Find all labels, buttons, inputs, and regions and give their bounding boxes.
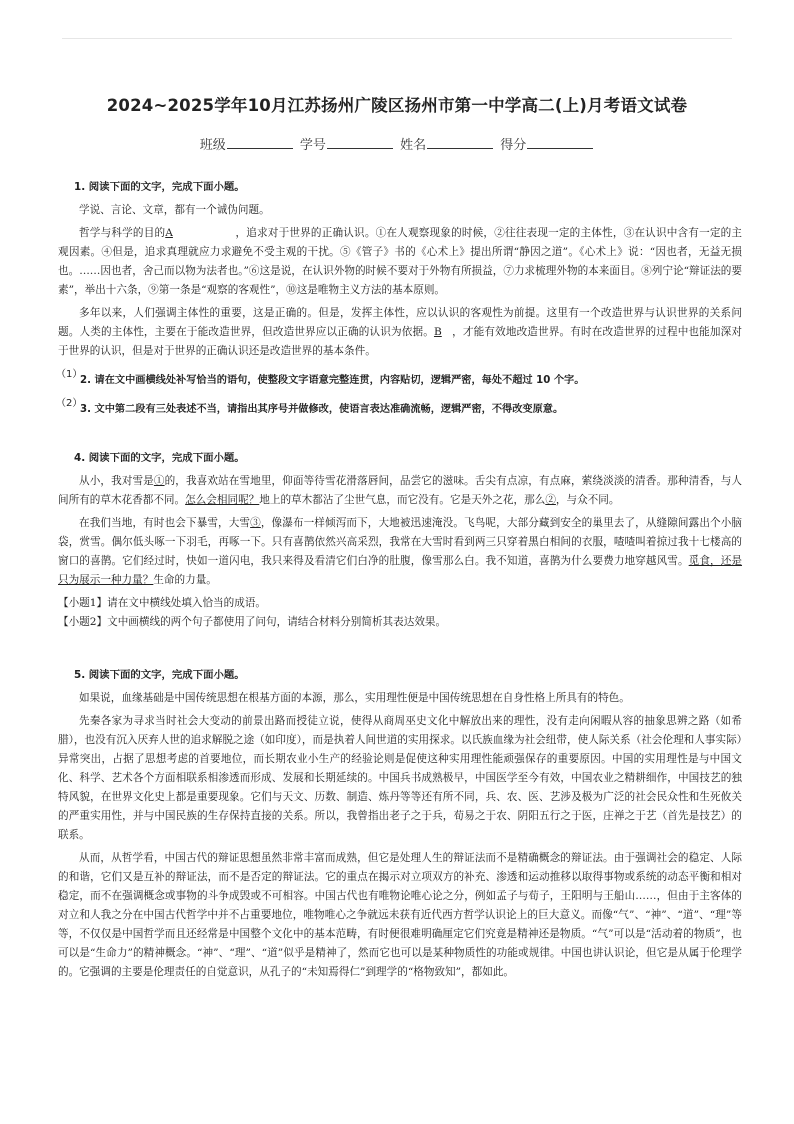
underlined-question-2: 觅食，还是只为展示一种力量？ [58,555,743,586]
question-4 [58,449,742,632]
question-4-paragraph-2 [58,514,742,590]
q4-p2-c: 生命的力量。 [153,574,217,586]
q4-p2-a: 在我们当地，有时也会下暴雪，大雪 [79,517,251,529]
q1-p3-start: 多年以来，人们强调主体性的重要，这是正确的。但是，发挥主体性，应以认识的客观性为前提。这里有一个改造世界与认识世界的关系问题。人类的主体性，主要在于能改造世界，但改造世界应以正确的认识为依据。 [58,307,742,338]
page-title: 2024~2025学年10月江苏扬州广陵区扬州市第一中学高二(上)月考语文试卷 [106,96,688,115]
student-id-field-label: 学号 [299,138,326,153]
sub-question-1-text: 2. 请在文中画横线处补写恰当的语句，使整段文字语意完整连贯，内容贴切，逻辑严密，每处不超过 10 个字。 [80,375,585,386]
q4-p1-d: ，与众不同。 [555,494,620,506]
question-1-paragraph-1: 学说、言论、文章，都有一个诚伪问题。 [79,204,270,216]
task-1: 【小题1】请在文中横线处填入恰当的成语。 [58,597,267,609]
question-1-paragraph-3 [58,304,742,361]
header-divider [62,38,732,39]
question-5-paragraph-2: 先秦各家为寻求当时社会大变动的前景出路而授徒立说，使得从商周巫史文化中解放出来的理性，没有走向闲暇从容的抽象思辨之路（如希腊），也没有沉入厌弃人世的追求解脱之途（如印度），而是执着人间世道的实用探求。以氏族血缘为社会纽带，使人际关系（社会伦理和人事实际）异常突出，占据了思想考虑的首要地位，而长期农业小生产的经验论则是促使这种实用理性能顽强保存的重要原因。中国的实用理性是与中国文化、科学、艺术各个方面相联系相渗透而形成、发展和长期延续的。中国兵书成熟极早，中国医学至今有效，中国农业之精耕细作，中国技艺的独特风貌，在世界文化史上都是重要现象。它们与天文、历数、制造、炼丹等等还有所不同，兵、农、医、艺涉及极为广泛的社会民众性和生死攸关的严重实用性，并与中国民族的生存保持直接的关系。所以，我曾指出老子之于兵，荀易之于农、阴阳五行之于医，庄禅之于艺（首先是技艺）的联系。 [58,715,742,841]
q4-p1-a: 从小，我对雪是 [79,475,154,487]
student-info-line [0,134,794,153]
q4-p1-b: 的，我喜欢站在雪地里，仰面等待雪花滑落唇间，品尝它的滋味。舌尖有点凉，有点麻，萦绕淡淡的清香。那种清香，与人间所有的草木花香都不同。 [58,475,743,506]
name-field-blank[interactable] [427,137,493,149]
q4-p1-c: 地上的草木都沾了尘世气息，而它没有。它是天外之花，那么 [259,494,546,506]
question-1 [58,178,742,419]
score-field-label: 得分 [500,138,527,153]
blank-b: B [433,326,442,338]
q1-p2-rest: ，追求对于世界的正确认识。①在人观察现象的时候，②往往表现一定的主体性，③在认识中含有一定的主观因素。④但是，追求真理就应力求避免不受主观的干扰。⑤《管子》书的《心术上》提出所谓“静因之道”。《心术上》说：“因也者，无益无损也。……因也者，舍己而以物为法者也。”⑥这是说，在认识外物的时候不要对于外物有所损益，⑦力求梳理外物的本来面目。⑧列宁论“辩证法的要素”，举出十六条，⑨第一条是“观察的客观性”，⑩这是唯物主义方法的基本原则。 [58,227,743,296]
sub-question-2 [58,400,742,419]
blank-2: ② [545,494,556,506]
question-5-heading: 5. 阅读下面的文字，完成下面小题。 [74,669,245,681]
blank-3: ③ [250,517,261,529]
q4-p2-b: ，像瀑布一样倾泻而下，大地被迅速淹没。飞鸟呢，大部分藏到安全的巢里去了，从缝隙间露出个小脑袋，赏雪。偶尔低头啄一下羽毛，再啄一下。只有喜鹊依然兴高采烈，我常在大雪时看到两三只穿着黑白相间的衣服，喳喳叫着掠过我十七楼高的窗口的喜鹊。它们经过时，快如一道闪电，我只来得及看清它们白净的肚腹，像雪那么白。我不知道，喜鹊为什么要费力地穿越风雪。 [58,517,743,567]
q1-p2-start: 哲学与科学的目的 [79,227,166,239]
class-field-label: 班级 [199,138,226,153]
question-5-paragraph-3: 从而，从哲学看，中国古代的辩证思想虽然非常丰富而成熟，但它是处理人生的辩证法而不是精确概念的辩证法。由于强调社会的稳定、人际的和谐，它们又是互补的辩证法，而不是否定的辩证法。它的重点在揭示对立项双方的补充、渗透和运动推移以取得事物或系统的动态平衡和相对稳定，而不在强调概念或事物的斗争成毁或不可相容。中国古代也有唯物论唯心论之分，例如孟子与荀子，王阳明与王船山……，但由于主客体的对立和人我之分在中国古代哲学中并不占重要地位，唯物唯心之争就远未获有近代西方哲学认识论上的巨大意义。而像“气”、“神”、“道”、“理”等等，不仅仅是中国哲学而且还经常是中国整个文化中的基本范畴，有时便很难明确厘定它们究竟是精神还是物质。“气”可以是“活动着的物质”，也可以是“生命力”的精神概念。“神”、“理”、“道”似乎是精神了，然而它也可以是某种物质性的功能或规律。中国也讲认识论，但它是从属于伦理学的。它强调的主要是伦理责任的自觉意识，从孔子的“未知焉得仁”到理学的“格物致知”，都如此。 [58,852,742,978]
underlined-question-1: 怎么会相同呢？ [185,494,260,506]
sub-question-1 [58,371,742,390]
question-1-paragraph-2 [58,224,742,300]
sub-question-1-number: （1） [56,369,83,380]
question-4-heading: 4. 阅读下面的文字，完成下面小题。 [74,452,245,464]
student-id-field-blank[interactable] [327,137,393,149]
sub-question-2-text: 3. 文中第二段有三处表述不当，请指出其序号并做修改，使语言表达准确流畅，逻辑严密，不得改变原意。 [80,404,564,415]
question-1-heading: 1. 阅读下面的文字，完成下面小题。 [74,181,245,193]
class-field-blank[interactable] [227,137,293,149]
blank-a: A [165,227,173,239]
q1-p3-rest: ，才能有效地改造世界。有时在改造世界的过程中也能加深对于世界的认识，但是对于世界的正确认识还是改造世界的基本条件。 [58,326,742,357]
sub-question-2-number: （2） [56,398,83,409]
score-field-blank[interactable] [527,137,593,149]
blank-1: ① [153,475,165,487]
exam-content [58,178,742,982]
question-5-paragraph-1: 如果说，血缘基础是中国传统思想在根基方面的本源，那么，实用理性便是中国传统思想在自身性格上所具有的特色。 [79,692,630,704]
task-2: 【小题2】文中画横线的两个句子都使用了问句，请结合材料分别简析其表达效果。 [58,616,447,628]
question-5 [58,666,742,982]
name-field-label: 姓名 [400,138,427,153]
question-4-paragraph-1 [58,472,742,510]
